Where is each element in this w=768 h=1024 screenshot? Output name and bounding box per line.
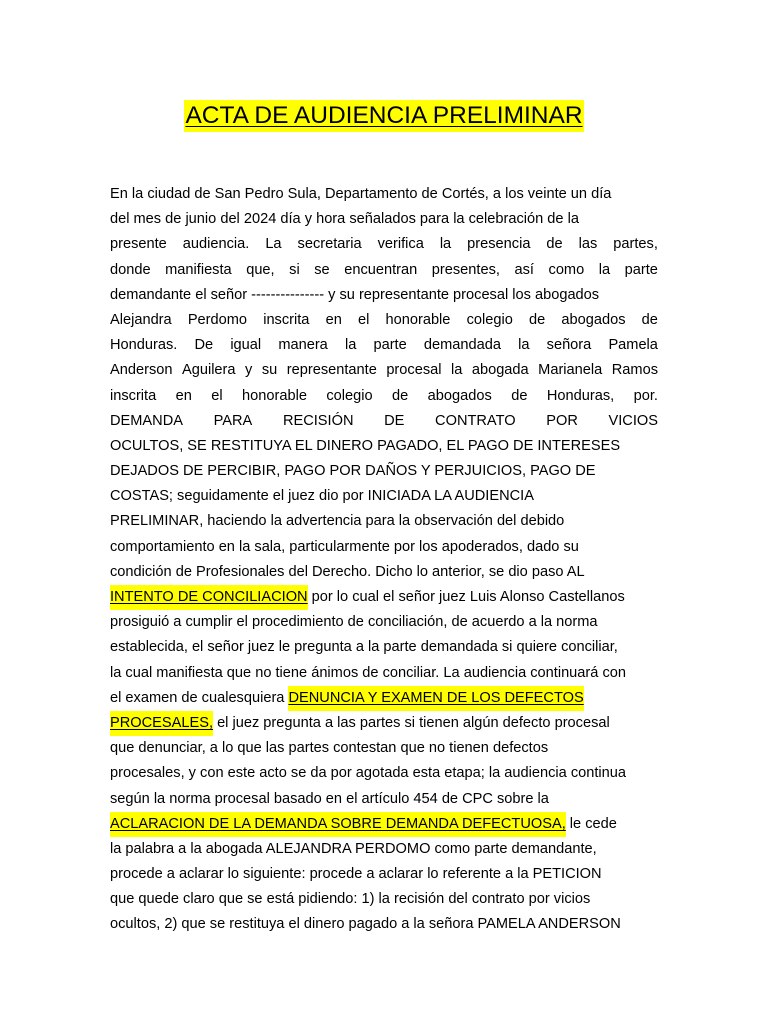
line-text: COSTAS; seguidamente el juez dio por INICIADA LA AUDIENCIA: [110, 488, 534, 505]
line-text: procede a aclarar lo siguiente: procede a aclarar lo referente a la PETICION: [110, 866, 602, 883]
line-word: Marianela: [538, 362, 603, 379]
line-word: procesal: [386, 362, 442, 379]
paragraph-line: [110, 635, 658, 660]
line-word: honorable: [385, 311, 451, 328]
line-word: Anderson: [110, 362, 173, 379]
line-word: colegio: [326, 387, 373, 404]
line-text: el examen de cualesquiera: [110, 689, 289, 706]
paragraph-line: [110, 207, 658, 232]
line-word: el: [357, 311, 370, 328]
paragraph-line: [110, 585, 658, 610]
line-word: se: [314, 261, 330, 278]
line-text: DEJADOS DE PERCIBIR, PAGO POR DAÑOS Y PERJUICIOS, PAGO DE: [110, 463, 596, 480]
paragraph-line: [110, 787, 658, 812]
highlighted-text: PROCESALES,: [110, 711, 213, 736]
line-word: la: [439, 236, 452, 253]
line-text: PRELIMINAR, haciendo la advertencia para la observación del debido: [110, 513, 565, 530]
line-text: establecida, el señor juez le pregunta a la parte demandada si quiere conciliar,: [110, 639, 618, 656]
line-text: la cual manifiesta que no tiene ánimos de conciliar. La audiencia continuará con: [110, 664, 626, 681]
line-word: abogados: [427, 387, 492, 404]
line-word: de: [528, 311, 546, 328]
paragraph-line: [110, 459, 658, 484]
line-word: RECISIÓN: [282, 412, 354, 429]
line-text: por lo cual el señor juez Luis Alonso Castellanos: [307, 589, 625, 605]
paragraph-line: [110, 333, 658, 358]
line-text: procesales, y con este acto se da por agotada esta etapa; la audiencia continua: [110, 765, 626, 782]
line-word: la: [344, 337, 357, 354]
line-word: presencia: [467, 236, 531, 253]
line-word: Ramos: [611, 362, 658, 379]
line-word: el: [211, 387, 223, 404]
line-word: que,: [246, 261, 275, 278]
paragraph-line: [110, 661, 658, 686]
line-word: de: [546, 236, 563, 253]
line-text: del mes de junio del 2024 día y hora señalados para la celebración de la: [110, 211, 579, 228]
paragraph-line: [110, 384, 658, 409]
line-word: su: [261, 362, 278, 379]
line-word: manifiesta: [165, 261, 232, 278]
line-text: OCULTOS, SE RESTITUYA EL DINERO PAGADO, EL PAGO DE INTERESES: [110, 437, 621, 454]
line-word: la: [598, 261, 611, 278]
line-word: secretaria: [297, 236, 362, 253]
title-container: [0, 100, 768, 132]
line-word: parte: [624, 261, 658, 278]
line-word: Honduras.: [110, 337, 178, 354]
line-word: las: [578, 236, 598, 253]
line-word: por.: [633, 387, 658, 404]
line-word: parte: [373, 337, 407, 354]
paragraph-line: [110, 837, 658, 862]
line-word: Aguilera: [181, 362, 236, 379]
paragraph-line: [110, 761, 658, 786]
line-word: VICIOS: [608, 412, 658, 429]
document-body: [110, 182, 658, 938]
line-word: DE: [384, 412, 405, 429]
paragraph-line: [110, 232, 658, 257]
line-word: de: [641, 311, 658, 328]
line-text: En la ciudad de San Pedro Sula, Departamento de Cortés, a los veinte un día: [110, 186, 612, 202]
line-word: manera: [278, 337, 328, 354]
paragraph-line: [110, 182, 658, 207]
line-word: abogada: [471, 362, 529, 379]
paragraph-line: [110, 610, 658, 635]
line-word: señora: [546, 337, 592, 354]
line-word: donde: [110, 261, 151, 278]
line-text: comportamiento en la sala, particularmente por los apoderados, dado su: [110, 538, 579, 555]
line-word: partes,: [613, 236, 658, 253]
line-word: así: [514, 261, 534, 278]
paragraph-line: [110, 434, 658, 459]
line-word: La: [265, 236, 282, 253]
line-word: como: [548, 261, 585, 278]
paragraph-line: [110, 409, 658, 434]
line-word: representante: [286, 362, 377, 379]
line-word: igual: [230, 337, 262, 354]
paragraph-line: [110, 887, 658, 912]
paragraph-line: [110, 560, 658, 585]
paragraph-line: [110, 509, 658, 534]
paragraph-line: [110, 358, 658, 383]
line-word: colegio: [466, 311, 513, 328]
line-word: demandada: [423, 337, 501, 354]
line-word: Alejandra: [110, 311, 172, 328]
line-word: abogados: [561, 311, 626, 328]
line-word: la: [450, 362, 463, 379]
line-word: Honduras,: [546, 387, 615, 404]
paragraph-line: [110, 736, 658, 761]
line-text: ocultos, 2) que se restituya el dinero pagado a la señora PAMELA ANDERSON: [110, 916, 621, 933]
line-word: PARA: [213, 412, 253, 429]
line-text: el juez pregunta a las partes si tienen algún defecto procesal: [213, 714, 610, 731]
line-word: audiencia.: [182, 236, 250, 253]
line-word: si: [289, 261, 300, 278]
line-word: DEMANDA: [110, 412, 183, 429]
paragraph-line: [110, 535, 658, 560]
paragraph-line: [110, 283, 658, 308]
line-word: verifica: [377, 236, 424, 253]
line-word: inscrita: [263, 311, 310, 328]
line-word: Pamela: [608, 337, 658, 354]
line-word: De: [194, 337, 214, 354]
paragraph-line: [110, 862, 658, 887]
line-text: según la norma procesal basado en el artículo 454 de CPC sobre la: [110, 790, 549, 807]
line-word: la: [518, 337, 530, 354]
line-word: encuentran: [344, 261, 418, 278]
paragraph-line: [110, 812, 658, 837]
line-word: Perdomo: [187, 311, 248, 328]
paragraph-line: [110, 258, 658, 283]
line-word: de: [511, 387, 528, 404]
line-word: CONTRATO: [435, 412, 516, 429]
line-text: demandante el señor --------------- y su representante procesal los abogados: [110, 286, 600, 303]
line-word: honorable: [242, 387, 307, 404]
highlighted-text: DENUNCIA Y EXAMEN DE LOS DEFECTOS: [288, 686, 583, 711]
paragraph-line: [110, 686, 658, 711]
line-word: POR: [546, 412, 578, 429]
line-text: prosiguió a cumplir el procedimiento de conciliación, de acuerdo a la norma: [110, 614, 598, 631]
line-word: en: [175, 387, 192, 404]
document-title: ACTA DE AUDIENCIA PRELIMINAR: [184, 100, 583, 132]
line-word: presentes,: [431, 261, 500, 278]
line-text: le cede: [565, 815, 617, 832]
line-word: inscrita: [110, 387, 157, 404]
paragraph-line: [110, 484, 658, 509]
line-word: presente: [110, 236, 167, 253]
line-word: y: [245, 362, 253, 379]
line-text: la palabra a la abogada ALEJANDRA PERDOMO como parte demandante,: [110, 840, 597, 857]
line-text: que quede claro que se está pidiendo: 1) la recisión del contrato por vicios: [110, 891, 591, 908]
line-word: en: [325, 311, 342, 328]
paragraph-line: [110, 308, 658, 333]
paragraph-line: [110, 912, 658, 937]
line-text: condición de Profesionales del Derecho. Dicho lo anterior, se dio paso AL: [110, 563, 585, 580]
paragraph-line: [110, 711, 658, 736]
line-text: que denunciar, a lo que las partes contestan que no tienen defectos: [110, 740, 549, 757]
highlighted-text: INTENTO DE CONCILIACION: [110, 585, 308, 610]
highlighted-text: ACLARACION DE LA DEMANDA SOBRE DEMANDA DEFECTUOSA,: [110, 812, 566, 837]
line-word: de: [392, 387, 409, 404]
